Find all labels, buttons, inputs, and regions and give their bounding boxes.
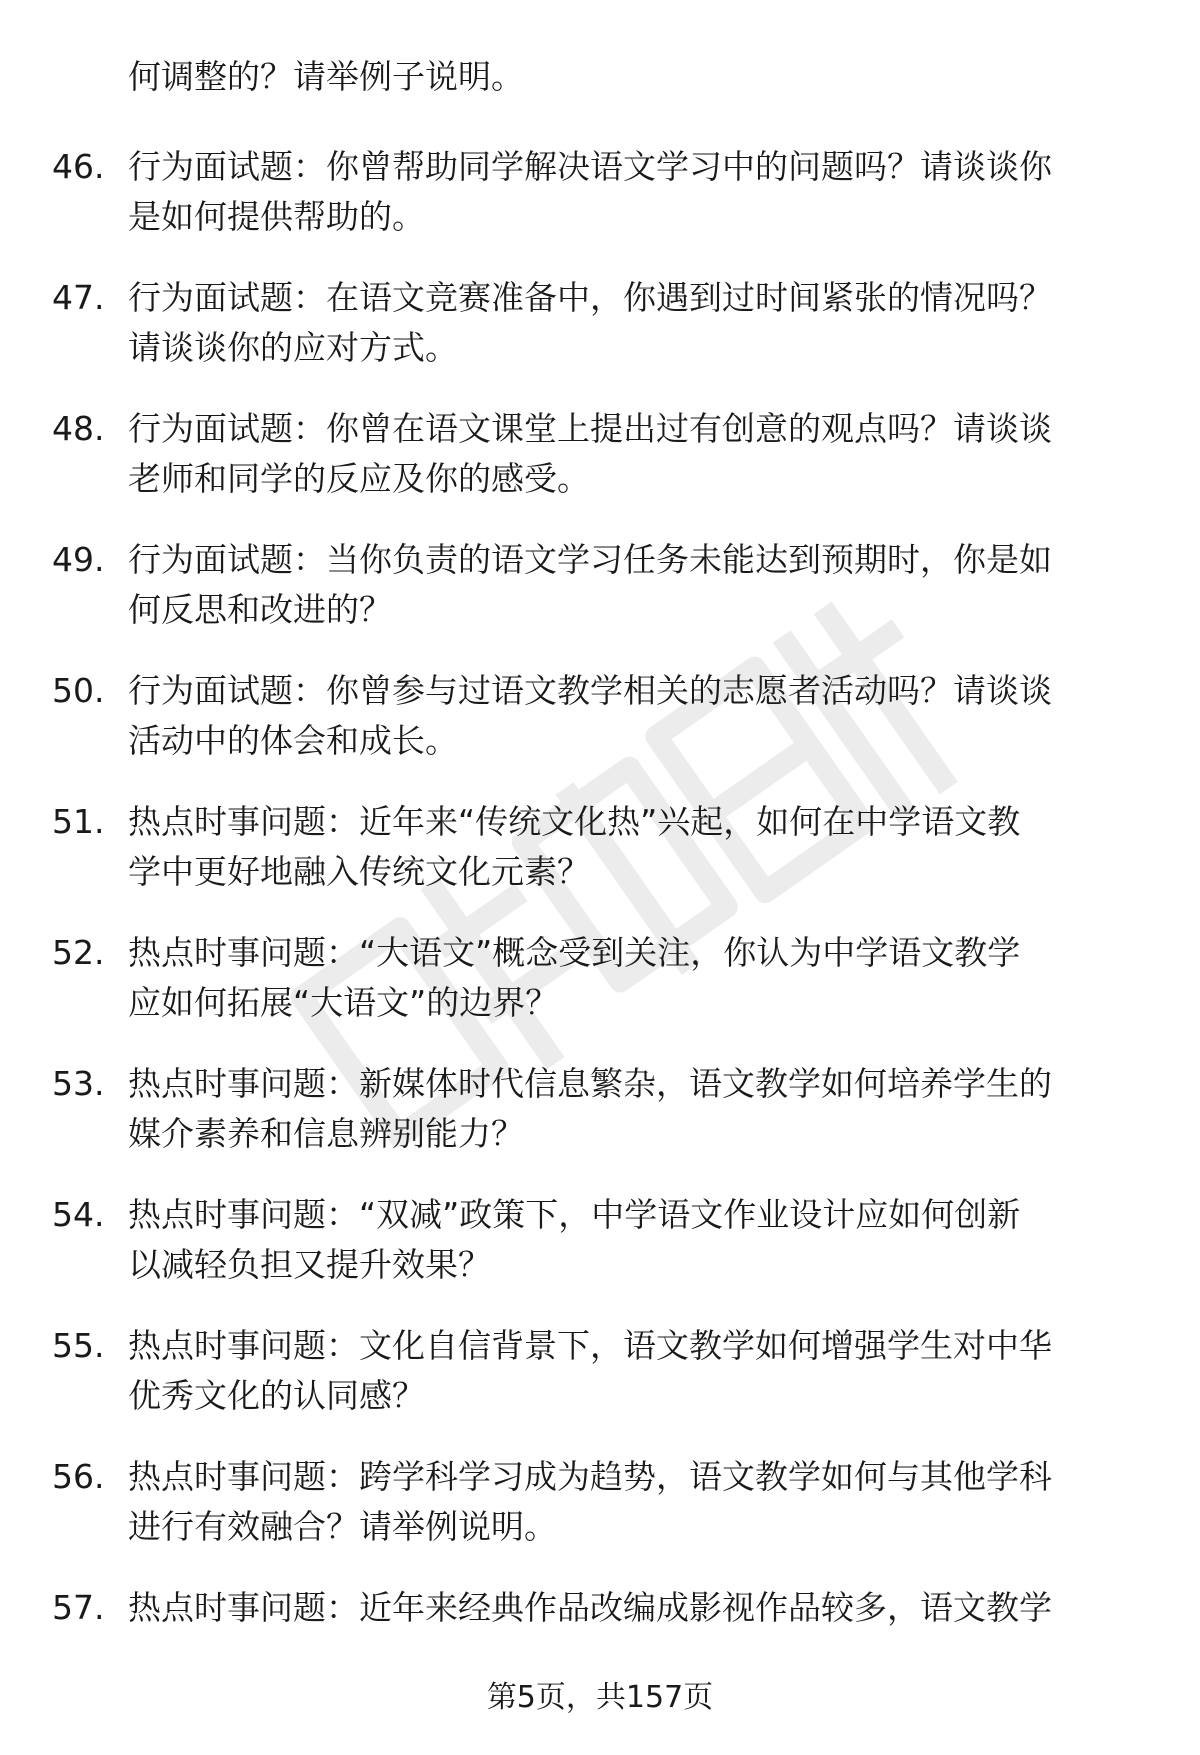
- question-text-line: 热点时事问题：近年来“传统文化热”兴起，如何在中学语文教: [128, 802, 1021, 841]
- question-text: [128, 535, 1138, 635]
- question-item: [0, 666, 1200, 797]
- question-number: 57.: [52, 1588, 105, 1627]
- question-item: [0, 404, 1200, 535]
- page-number-footer: 第5页，共157页: [486, 1680, 714, 1715]
- question-text: [128, 273, 1138, 373]
- question-text-line: 请谈谈你的应对方式。: [128, 328, 458, 367]
- question-text-line: 以减轻负担又提升效果？: [128, 1245, 491, 1284]
- question-number: 55.: [52, 1326, 105, 1365]
- question-item: [0, 535, 1200, 666]
- question-number: 51.: [52, 802, 105, 841]
- question-text-line: 应如何拓展“大语文”的边界？: [128, 983, 559, 1022]
- question-text-line: 进行有效融合？请举例说明。: [128, 1507, 557, 1546]
- question-text: [128, 142, 1138, 242]
- question-item: [0, 1059, 1200, 1190]
- question-text-line: 优秀文化的认同感？: [128, 1376, 425, 1415]
- question-text-line: 热点时事问题：近年来经典作品改编成影视作品较多，语文教学: [128, 1588, 1052, 1627]
- question-list: [0, 142, 1200, 1714]
- question-number: 48.: [52, 409, 105, 448]
- question-number: 56.: [52, 1457, 105, 1496]
- question-item: [0, 797, 1200, 928]
- question-text-line: 媒介素养和信息辨别能力？: [128, 1114, 524, 1153]
- question-item: [0, 1321, 1200, 1452]
- question-text: [128, 1190, 1138, 1290]
- question-text: [128, 666, 1138, 766]
- question-text-line: 老师和同学的反应及你的感受。: [128, 459, 590, 498]
- question-text-line: 行为面试题：你曾帮助同学解决语文学习中的问题吗？请谈谈你: [128, 147, 1052, 186]
- question-item: [0, 142, 1200, 273]
- question-item: [0, 273, 1200, 404]
- question-text: [128, 1321, 1138, 1421]
- question-text-line: 何反思和改进的？: [128, 590, 392, 629]
- question-text-line: 热点时事问题：“大语文”概念受到关注，你认为中学语文教学: [128, 933, 1021, 972]
- question-text-line: 活动中的体会和成长。: [128, 721, 458, 760]
- question-text-line: 行为面试题：你曾在语文课堂上提出过有创意的观点吗？请谈谈: [128, 409, 1052, 448]
- question-text-line: 热点时事问题：“双减”政策下，中学语文作业设计应如何创新: [128, 1195, 1021, 1234]
- question-number: 53.: [52, 1064, 105, 1103]
- question-text: [128, 1583, 1138, 1633]
- question-text: [128, 1452, 1138, 1552]
- question-text-line: 行为面试题：你曾参与过语文教学相关的志愿者活动吗？请谈谈: [128, 671, 1052, 710]
- question-number: 47.: [52, 278, 105, 317]
- question-text: [128, 928, 1138, 1028]
- question-number: 52.: [52, 933, 105, 972]
- question-text-line: 行为面试题：当你负责的语文学习任务未能达到预期时，你是如: [128, 540, 1052, 579]
- question-text-line: 热点时事问题：新媒体时代信息繁杂，语文教学如何培养学生的: [128, 1064, 1052, 1103]
- question-number: 50.: [52, 671, 105, 710]
- question-text: [128, 1059, 1138, 1159]
- question-item: [0, 1190, 1200, 1321]
- question-text: [128, 797, 1138, 897]
- question-number: 46.: [52, 147, 105, 186]
- question-item: [0, 928, 1200, 1059]
- question-number: 54.: [52, 1195, 105, 1234]
- question-text-line: 是如何提供帮助的。: [128, 197, 425, 236]
- question-text-line: 热点时事问题：文化自信背景下，语文教学如何增强学生对中华: [128, 1326, 1052, 1365]
- question-number: 49.: [52, 540, 105, 579]
- question-text-line: 学中更好地融入传统文化元素？: [128, 852, 590, 891]
- question-text: [128, 404, 1138, 504]
- continued-question-text: 何调整的？请举例子说明。: [128, 57, 524, 96]
- question-text-line: 热点时事问题：跨学科学习成为趋势，语文教学如何与其他学科: [128, 1457, 1052, 1496]
- question-item: [0, 1452, 1200, 1583]
- question-text-line: 行为面试题：在语文竞赛准备中，你遇到过时间紧张的情况吗？: [128, 278, 1052, 317]
